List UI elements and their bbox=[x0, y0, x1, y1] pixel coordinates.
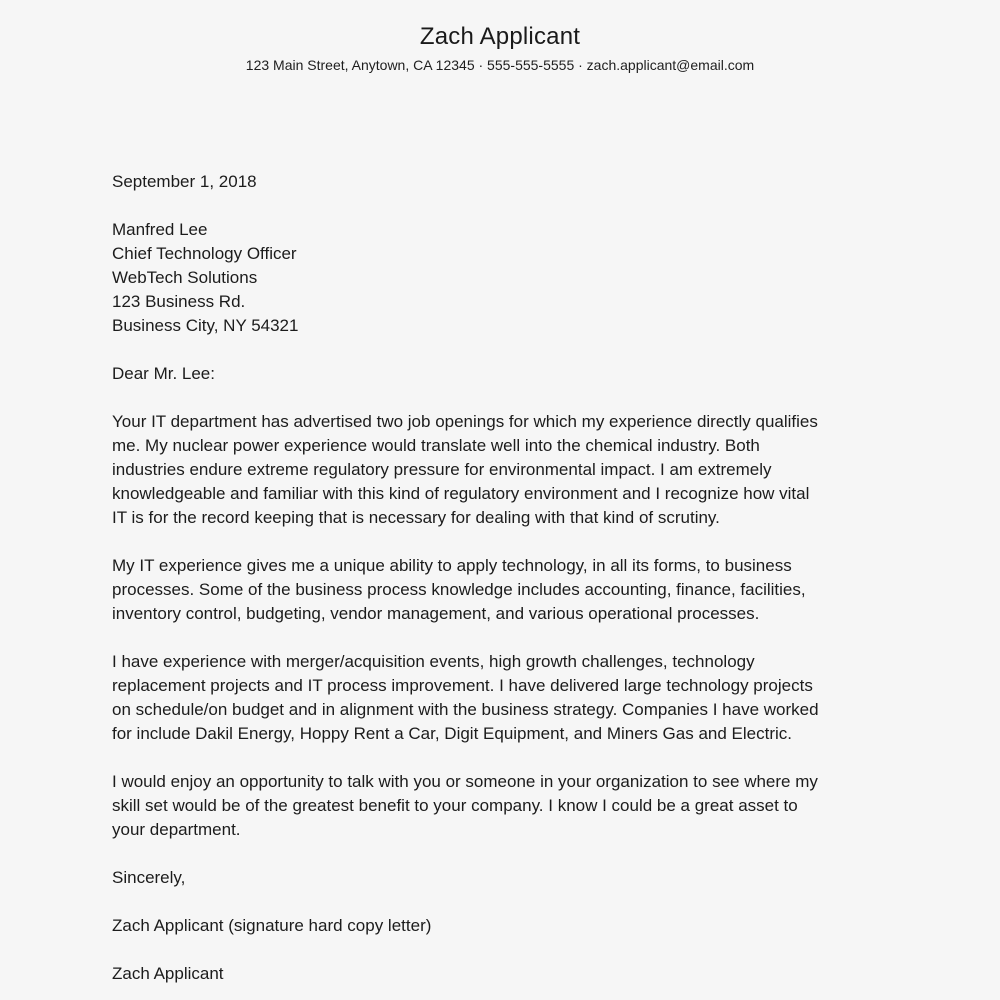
text-line: me. My nuclear power experience would translate well into the chemical industry. Both bbox=[112, 436, 760, 455]
text-line: My IT experience gives me a unique ability to apply technology, in all its forms, to business bbox=[112, 556, 792, 575]
text-line: processes. Some of the business process knowledge includes accounting, finance, facilities, bbox=[112, 580, 806, 599]
text-line: Business City, NY 54321 bbox=[112, 316, 299, 335]
text-line: for include Dakil Energy, Hoppy Rent a Car, Digit Equipment, and Miners Gas and Electric. bbox=[112, 724, 792, 743]
text-line: WebTech Solutions bbox=[112, 268, 258, 287]
text-line: skill set would be of the greatest benefit to your company. I know I could be a great asset to bbox=[112, 796, 798, 815]
letter-date: September 1, 2018 bbox=[112, 172, 257, 191]
text-line: Your IT department has advertised two job openings for which my experience directly qualifies bbox=[112, 412, 818, 431]
text-line: inventory control, budgeting, vendor management, and various operational processes. bbox=[112, 604, 760, 623]
text-line: I would enjoy an opportunity to talk with you or someone in your organization to see where my bbox=[112, 772, 818, 791]
text-line: your department. bbox=[112, 820, 241, 839]
text-line: industries endure extreme regulatory pressure for environmental impact. I am extremely bbox=[112, 460, 772, 479]
salutation: Dear Mr. Lee: bbox=[112, 364, 215, 383]
text-line: I have experience with merger/acquisition events, high growth challenges, technology bbox=[112, 652, 755, 671]
closing: Sincerely, bbox=[112, 868, 186, 887]
body-paragraph-4 bbox=[112, 770, 912, 842]
body-paragraph-2 bbox=[112, 554, 912, 626]
body-paragraph-3 bbox=[112, 650, 912, 746]
body-paragraph-1 bbox=[112, 410, 912, 530]
letter-body bbox=[112, 170, 912, 986]
text-line: on schedule/on budget and in alignment with the business strategy. Companies I have worked bbox=[112, 700, 819, 719]
text-line: Manfred Lee bbox=[112, 220, 208, 239]
text-line: replacement projects and IT process improvement. I have delivered large technology projects bbox=[112, 676, 813, 695]
typed-name: Zach Applicant bbox=[112, 964, 224, 983]
text-line: Chief Technology Officer bbox=[112, 244, 297, 263]
letterhead bbox=[0, 22, 1000, 74]
contact-info-line: 123 Main Street, Anytown, CA 12345 · 555-555-5555 · zach.applicant@email.com bbox=[245, 57, 755, 73]
text-line: knowledgeable and familiar with this kind of regulatory environment and I recognize how vital bbox=[112, 484, 810, 503]
applicant-name-heading: Zach Applicant bbox=[419, 23, 581, 50]
recipient-address-block bbox=[112, 218, 912, 338]
text-line: 123 Business Rd. bbox=[112, 292, 246, 311]
signature-note: Zach Applicant (signature hard copy letter) bbox=[112, 916, 432, 935]
text-line: IT is for the record keeping that is necessary for dealing with that kind of scrutiny. bbox=[112, 508, 720, 527]
